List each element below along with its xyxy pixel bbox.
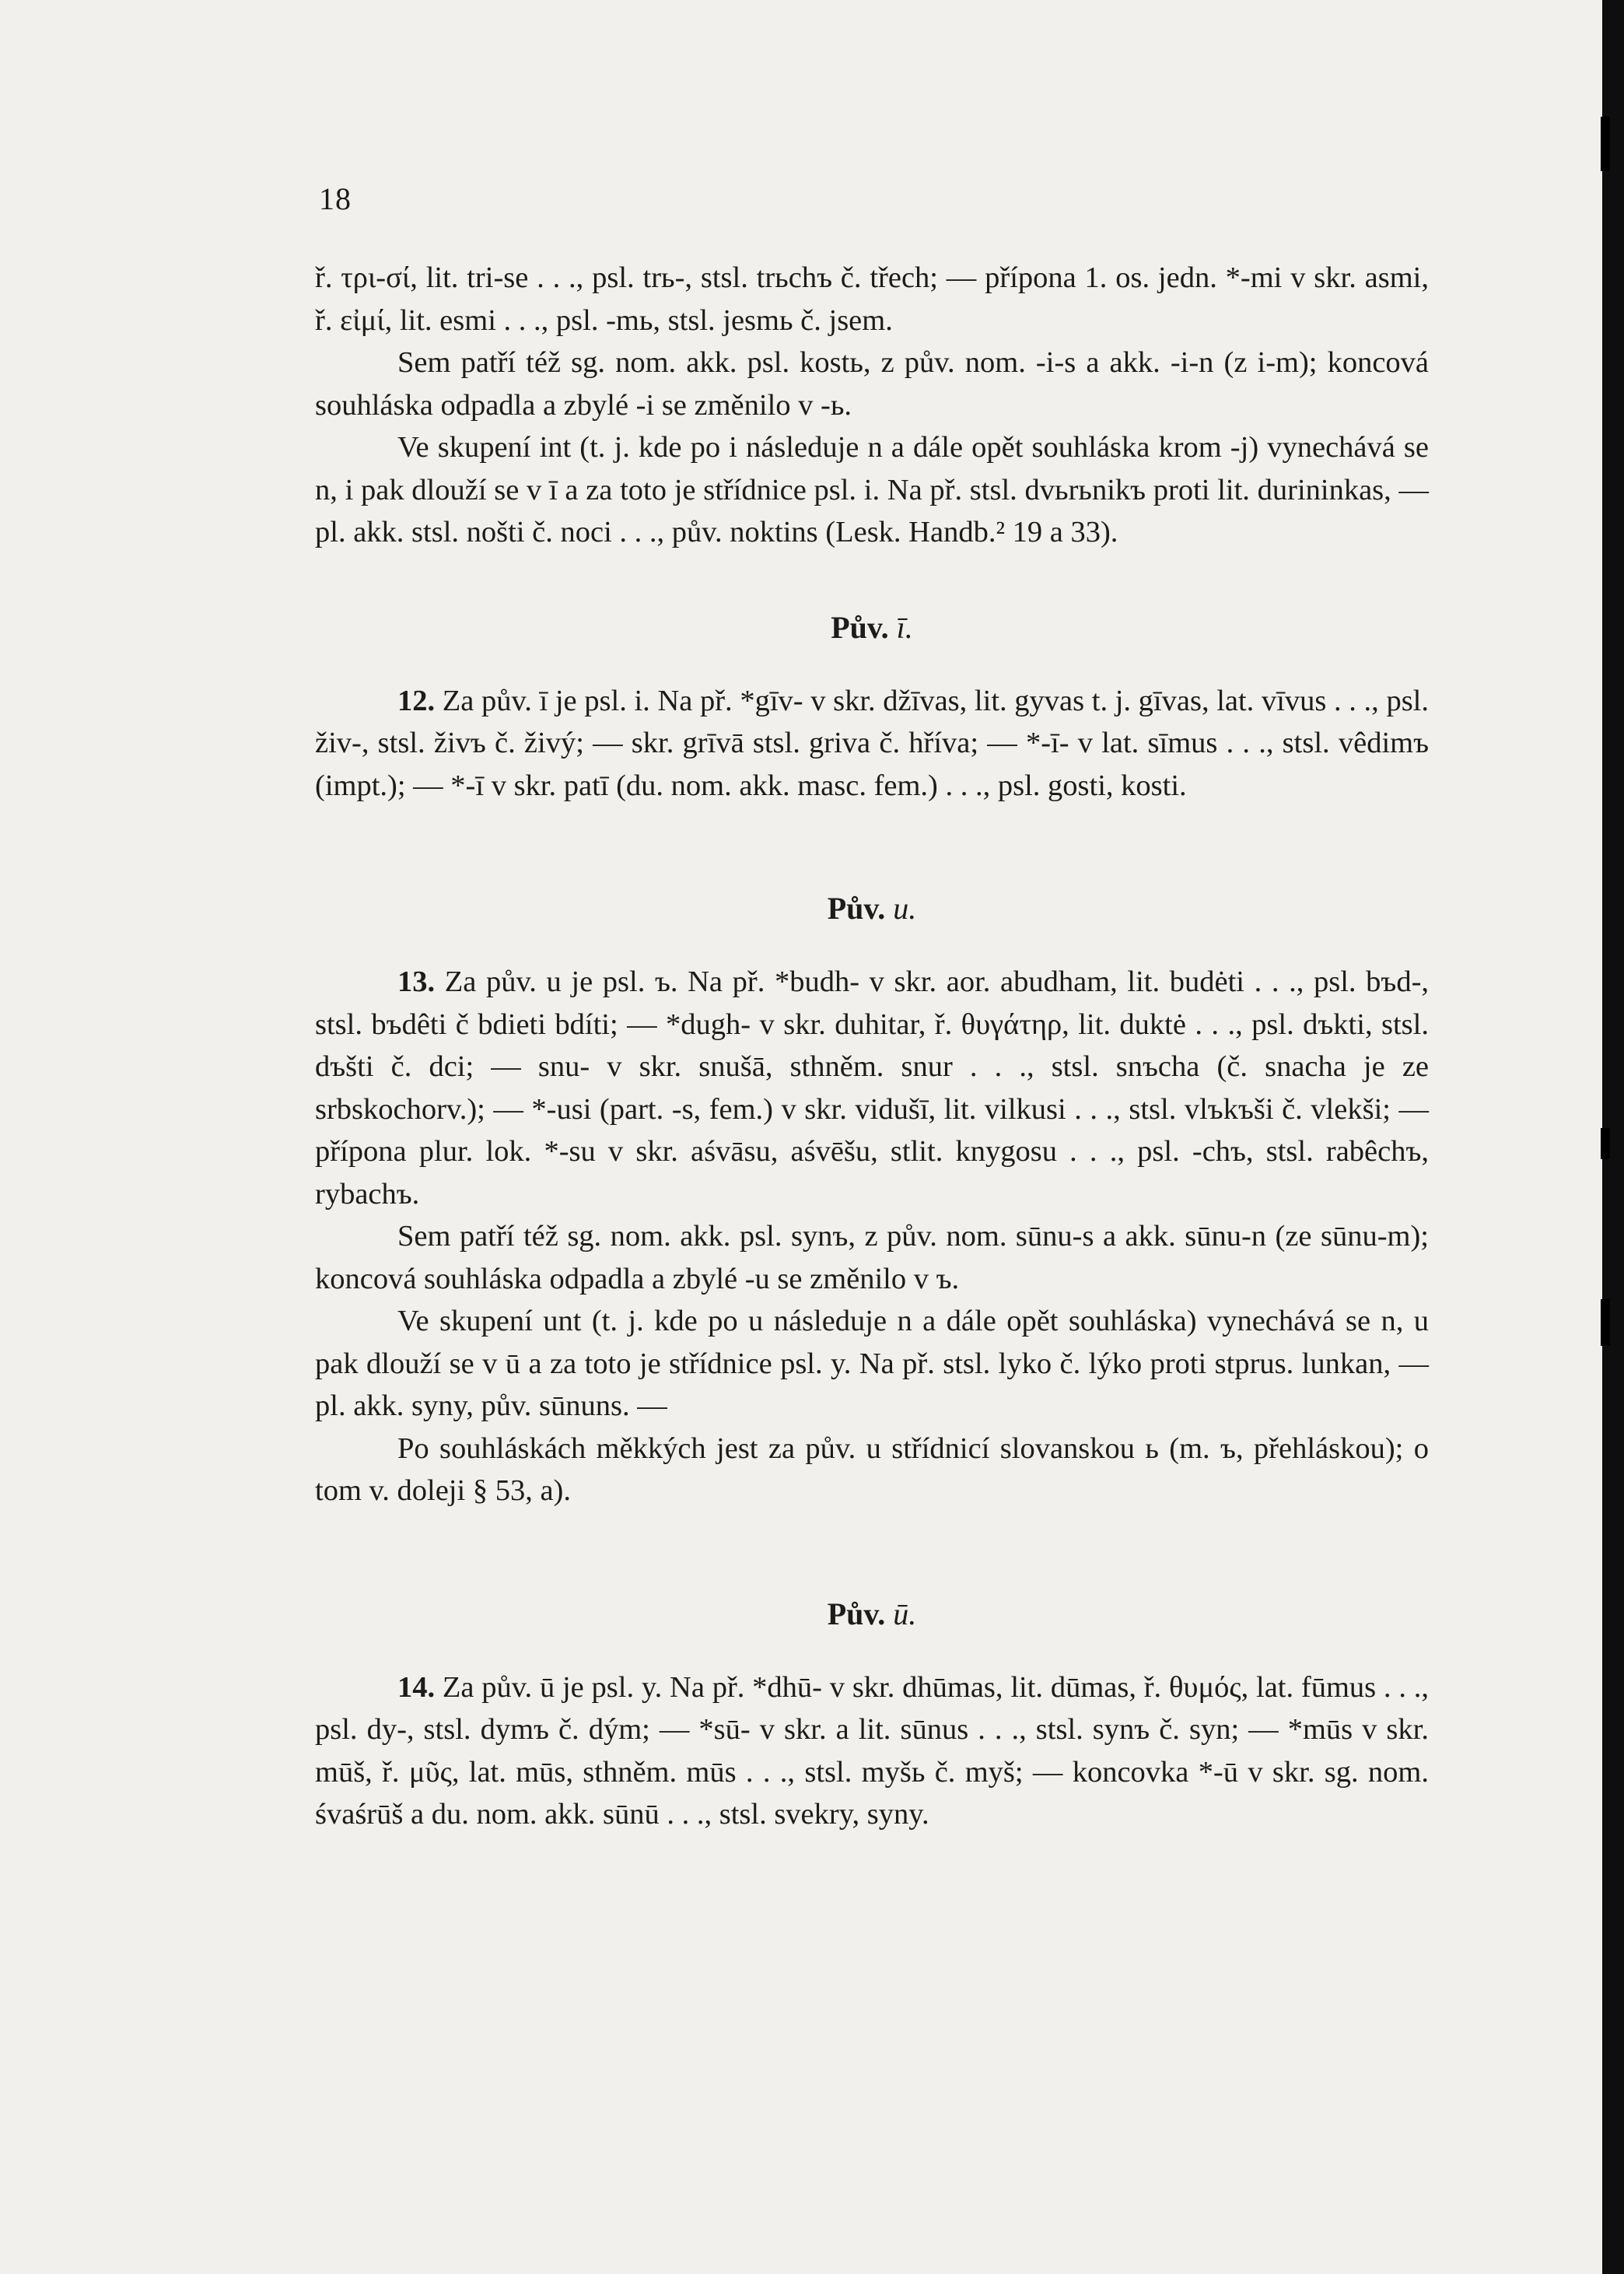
- paragraph-12: 12. Za pův. ī je psl. i. Na př. *gīv- v skr. džīvas, lit. gyvas t. j. gīvas, lat. vīvus . . ., psl. živ-, stsl. živъ č. živý; — skr. grīvā stsl. griva č. hříva; — *-ī- v lat. sīmus . . ., stsl. vêdimъ (impt.); — *-ī v skr. patī (du. nom. akk. masc. fem.) . . ., psl. gosti, kosti.: [315, 684, 1429, 802]
- paragraph-number: 14.: [397, 1670, 436, 1704]
- section-heading-u: Pův. u.: [827, 891, 917, 926]
- section-heading-long-i: Pův. ī.: [831, 609, 913, 645]
- paragraph: Ve skupení int (t. j. kde po i následuje n a dále opět souhláska krom -j) vynechává se n, i pak dlouží se v ī a za toto je střídnice psl. i. Na př. stsl. dvьrьnikъ proti lit. durininkas, — pl. akk. stsl. nošti č. noci . . ., pův. noktins (Lesk. Handb.² 19 a 33).: [315, 431, 1429, 548]
- paragraph-13: 13. Za pův. u je psl. ъ. Na př. *budh- v skr. aor. abudham, lit. budėti . . ., psl. bъd-, stsl. bъdêti č bdieti bdíti; — *dugh- v skr. duhitar, ř. θυγάτηρ, lit. duktė . . ., psl. dъkti, stsl. dъšti č. dci; — snu- v skr. snušā, sthněm. snur . . ., stsl. snъcha (č. snacha je ze srbskochorv.); — *-usi (part. -s, fem.) v skr. vidušī, lit. vilkusi . . ., stsl. vlъkъši č. vlekši; — přípona plur. lok. *-su v skr. aśvāsu, aśvēšu, stlit. knygosu . . ., psl. -chъ, stsl. rabêchъ, rybachъ.: [315, 965, 1430, 1211]
- paragraph: Ve skupení unt (t. j. kde po u následuje n a dále opět souhláska) vynechává se n, u pak dlouží se v ū a za toto je střídnice psl. y. Na př. stsl. lyko č. lýko proti stprus. lunkan, — pl. akk. syny, pův. sūnuns. —: [315, 1305, 1429, 1422]
- paragraph: Sem patří též sg. nom. akk. psl. synъ, z pův. nom. sūnu-s a akk. sūnu-n (ze sūnu-m); koncová souhláska odpadla a zbylé -u se změnilo v ъ.: [315, 1220, 1429, 1295]
- paragraph-continued: ř. τρι-σί, lit. tri-se . . ., psl. trь-, stsl. trьchъ č. třech; — přípona 1. os. jedn. *-mi v skr. asmi, ř. εἰμί, lit. esmi . . ., psl. -mь, stsl. jesmь č. jsem.: [315, 261, 1429, 337]
- scan-edge-mark: [1601, 1299, 1610, 1346]
- page-number: 18: [319, 181, 352, 216]
- page-body: [315, 257, 1429, 1836]
- paragraph: Sem patří též sg. nom. akk. psl. kostь, z pův. nom. -i-s a akk. -i-n (z i-m); koncová souhláska odpadla a zbylé -i se změnilo v -ь.: [315, 346, 1429, 422]
- scan-edge-mark: [1601, 1128, 1610, 1159]
- scan-edge-mark: [1601, 117, 1610, 171]
- paragraph: Po souhláskách měkkých jest za pův. u střídnicí slovanskou ь (m. ъ, přehláskou); o tom v. doleji § 53, a).: [315, 1431, 1429, 1507]
- paragraph-number: 13.: [397, 965, 436, 998]
- paragraph-number: 12.: [397, 684, 436, 717]
- section-heading-long-u: Pův. ū.: [827, 1596, 917, 1631]
- paragraph-14: 14. Za pův. ū je psl. y. Na př. *dhū- v skr. dhūmas, lit. dūmas, ř. θυμός, lat. fūmus . . ., psl. dy-, stsl. dymъ č. dým; — *sū- v skr. a lit. sūnus . . ., stsl. synъ č. syn; — *mūs v skr. mūš, ř. μῦς, lat. mūs, sthněm. mūs . . ., stsl. myšь č. myš; — koncovka *-ū v skr. sg. nom. śvaśrūš a du. nom. akk. sūnū . . ., stsl. svekry, syny.: [315, 1670, 1429, 1831]
